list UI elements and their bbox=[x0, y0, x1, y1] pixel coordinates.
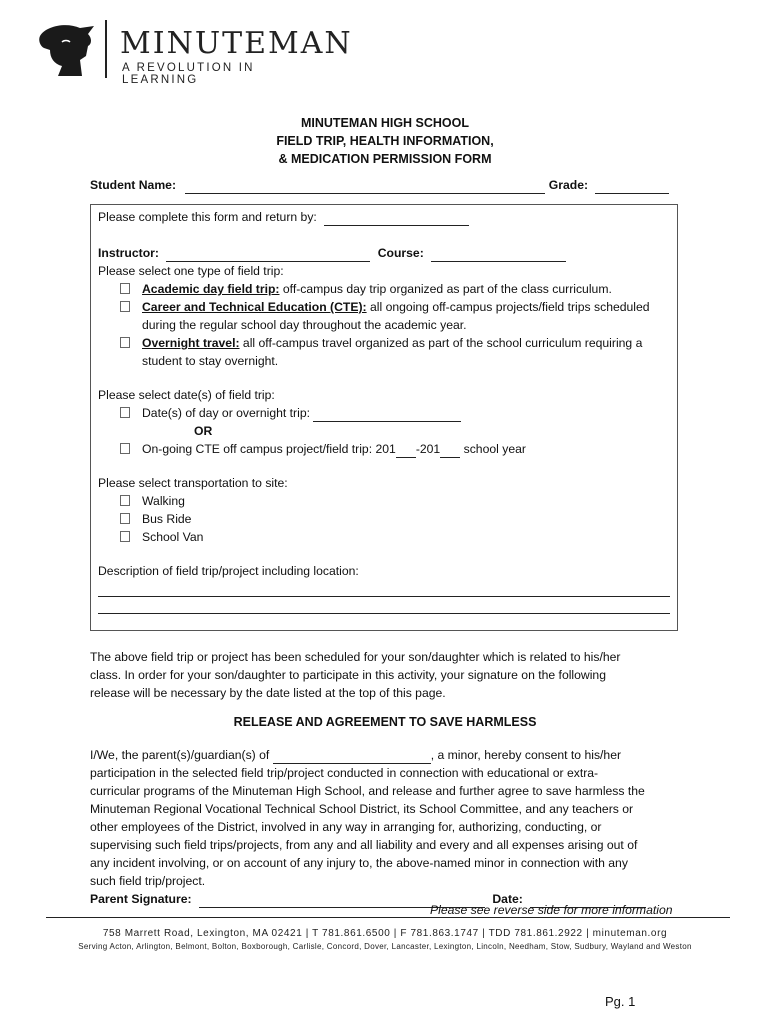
form-title-line3: & MEDICATION PERMISSION FORM bbox=[278, 152, 492, 166]
grade-field[interactable] bbox=[595, 193, 669, 194]
overnight-trip-desc: all off-campus travel organized as part of the school curriculum requiring a bbox=[242, 336, 643, 350]
description-line-2[interactable] bbox=[98, 597, 670, 614]
overnight-trip-desc2: student to stay overnight. bbox=[142, 354, 279, 368]
release-line: such field trip/project. bbox=[90, 874, 206, 888]
page-number: Pg. 1 bbox=[605, 994, 636, 1009]
dates-prompt: Please select date(s) of field trip: bbox=[98, 388, 275, 402]
student-name-field[interactable] bbox=[185, 193, 545, 194]
transport-prompt: Please select transportation to site: bbox=[98, 476, 288, 490]
release-line: other employees of the District, involved in any way in arranging for, authorizing, conducting, or bbox=[90, 820, 602, 834]
minuteman-silhouette-icon bbox=[36, 22, 98, 78]
cte-trip-title: Career and Technical Education (CTE): bbox=[142, 300, 367, 314]
intro-line: class. In order for your son/daughter to participate in this activity, your signature on the following bbox=[90, 668, 606, 682]
overnight-trip-checkbox[interactable] bbox=[120, 337, 130, 348]
ongoing-cte-checkbox[interactable] bbox=[120, 443, 130, 454]
brand-name: MINUTEMAN bbox=[120, 26, 353, 61]
intro-paragraph bbox=[90, 648, 690, 702]
return-by-label: Please complete this form and return by: bbox=[98, 210, 317, 224]
footer-serving-towns: Serving Acton, Arlington, Belmont, Bolton, Boxborough, Carlisle, Concord, Dover, Lancaster, Lexington, Lincoln, Needham, Stow, Sudbury, Wayland and Weston bbox=[78, 942, 692, 951]
ongoing-cte-label-c: school year bbox=[463, 442, 526, 456]
academic-trip-desc: off-campus day trip organized as part of the class curriculum. bbox=[282, 282, 612, 296]
release-line: any incident involving, or on account of any injury to, the above-named minor in connection with any bbox=[90, 856, 628, 870]
instructor-label: Instructor: bbox=[98, 246, 159, 260]
bus-ride-checkbox[interactable] bbox=[120, 513, 130, 524]
bus-ride-label: Bus Ride bbox=[142, 512, 192, 526]
course-field[interactable] bbox=[431, 261, 566, 262]
parent-signature-label: Parent Signature: bbox=[90, 892, 192, 906]
cte-trip-desc: all ongoing off-campus projects/field trips scheduled bbox=[370, 300, 650, 314]
intro-line: The above field trip or project has been scheduled for your son/daughter which is related to his/her bbox=[90, 650, 621, 664]
return-by-field[interactable] bbox=[324, 225, 469, 226]
walking-label: Walking bbox=[142, 494, 185, 508]
school-van-checkbox[interactable] bbox=[120, 531, 130, 542]
description-line-1[interactable] bbox=[98, 580, 670, 597]
release-heading: RELEASE AND AGREEMENT TO SAVE HARMLESS bbox=[233, 715, 537, 729]
single-date-label: Date(s) of day or overnight trip: bbox=[142, 406, 310, 420]
academic-trip-checkbox[interactable] bbox=[120, 283, 130, 294]
course-label: Course: bbox=[377, 246, 424, 260]
release-first-b: , a minor, hereby consent to his/her bbox=[430, 748, 622, 762]
ongoing-cte-label-b: -201 bbox=[415, 442, 441, 456]
logo-divider bbox=[105, 20, 107, 78]
cte-trip-desc2: during the regular school day throughout the academic year. bbox=[142, 318, 467, 332]
signature-date-label: Date: bbox=[492, 892, 523, 906]
student-name-label: Student Name: bbox=[90, 178, 176, 192]
end-year-field[interactable] bbox=[440, 457, 460, 458]
logo bbox=[36, 20, 353, 86]
brand-tagline: A REVOLUTION IN LEARNING bbox=[122, 62, 255, 86]
reverse-note-rule bbox=[46, 917, 730, 918]
cte-trip-checkbox[interactable] bbox=[120, 301, 130, 312]
footer-address: 758 Marrett Road, Lexington, MA 02421 | T 781.861.6500 | F 781.863.1747 | TDD 781.861.2922 | minuteman.org bbox=[102, 928, 668, 939]
start-year-field[interactable] bbox=[396, 457, 416, 458]
academic-trip-title: Academic day field trip: bbox=[142, 282, 280, 296]
form-title-line1: MINUTEMAN HIGH SCHOOL bbox=[300, 116, 470, 130]
overnight-trip-title: Overnight travel: bbox=[142, 336, 240, 350]
trip-dates-field[interactable] bbox=[313, 421, 461, 422]
ongoing-cte-label-a: On-going CTE off campus project/field trip: 201 bbox=[142, 442, 396, 456]
walking-checkbox[interactable] bbox=[120, 495, 130, 506]
release-line: supervising such field trips/projects, from any and all liability and every and all expenses arising out of bbox=[90, 838, 638, 852]
grade-label: Grade: bbox=[548, 178, 589, 192]
intro-line: release will be necessary by the date listed at the top of this page. bbox=[90, 686, 446, 700]
form-title-line2: FIELD TRIP, HEALTH INFORMATION, bbox=[276, 134, 494, 148]
release-line: curricular programs of the Minuteman High School, and release and further agree to save harmless the bbox=[90, 784, 645, 798]
single-date-checkbox[interactable] bbox=[120, 407, 130, 418]
description-label: Description of field trip/project including location: bbox=[98, 564, 359, 578]
school-van-label: School Van bbox=[142, 530, 204, 544]
trip-type-prompt: Please select one type of field trip: bbox=[98, 264, 284, 278]
release-line: participation in the selected field trip/project conducted in connection with educational or extra- bbox=[90, 766, 599, 780]
or-label: OR bbox=[194, 424, 213, 438]
release-line: Minuteman Regional Vocational Technical School District, its School Committee, and any teachers or bbox=[90, 802, 634, 816]
reverse-side-note: Please see reverse side for more information bbox=[430, 903, 673, 917]
release-first-a: I/We, the parent(s)/guardian(s) of bbox=[90, 748, 270, 762]
